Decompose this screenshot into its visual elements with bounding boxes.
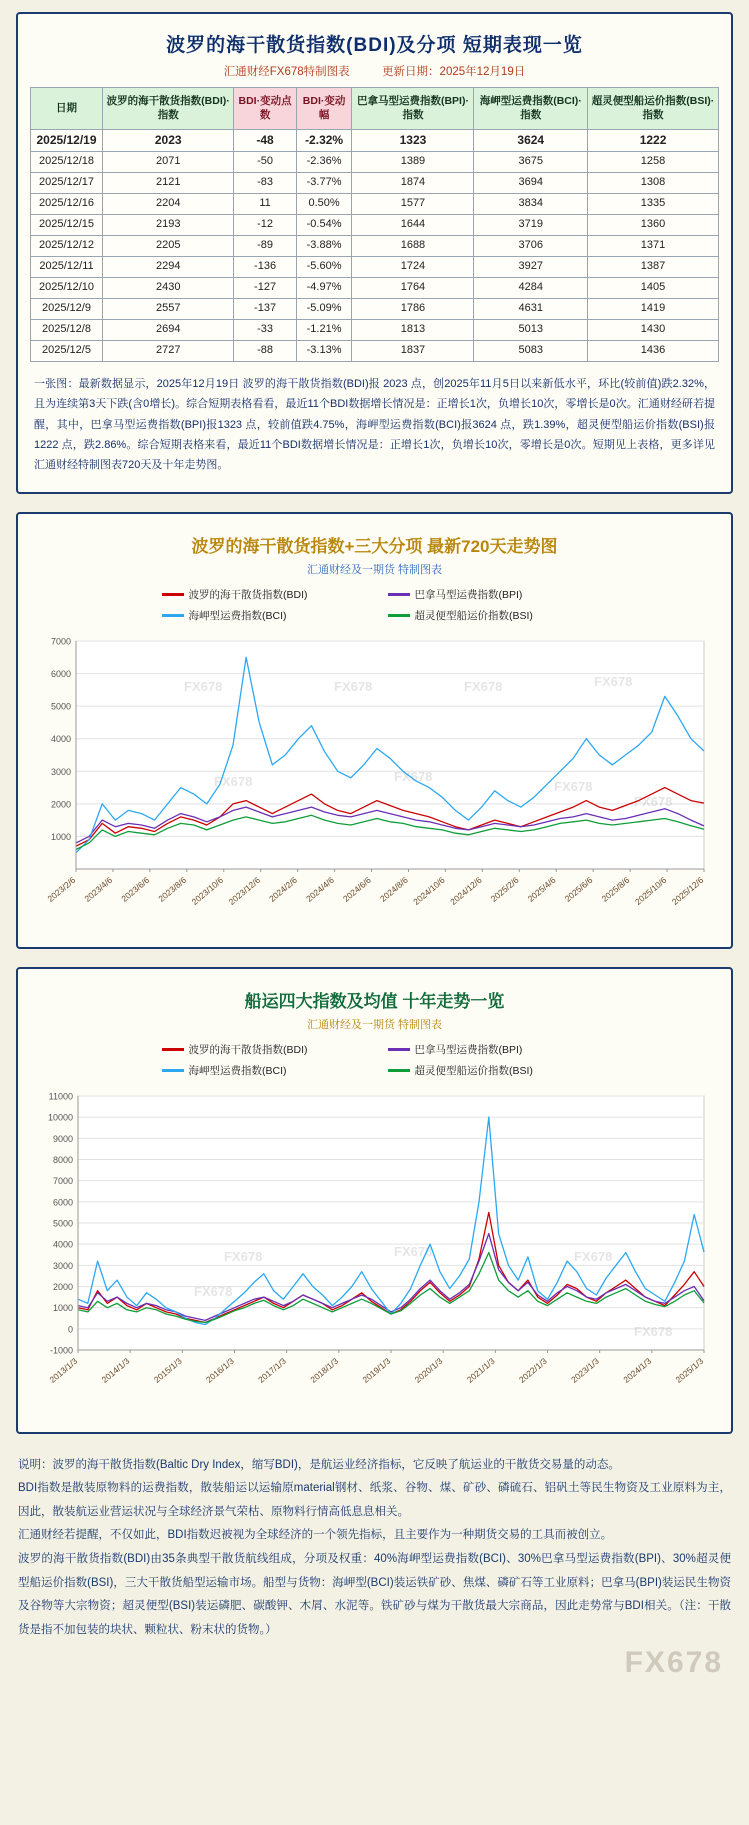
col-bci: 海岬型运费指数(BCI)·指数 <box>474 88 588 130</box>
table-row <box>31 341 719 362</box>
row-bsi: 1430 <box>588 320 719 341</box>
watermark: FX678 <box>214 773 253 789</box>
row-bdi-change: -33 <box>234 320 296 341</box>
row-bdi: 2727 <box>103 341 234 362</box>
row-bci: 5013 <box>474 320 588 341</box>
table-row <box>31 299 719 320</box>
chart-720-subtitle: 汇通财经及一期货 特制图表 <box>306 563 443 576</box>
chart-10y-legend <box>28 1034 721 1082</box>
row-bpi: 1389 <box>352 152 474 173</box>
row-bdi-pct: -2.36% <box>296 152 352 173</box>
row-bsi: 1258 <box>588 152 719 173</box>
x-tick-label: 2023/1/3 <box>569 1355 601 1385</box>
row-bdi-change: 11 <box>234 194 296 215</box>
watermark: FX678 <box>334 678 373 694</box>
row-date: 2025/12/5 <box>31 341 103 362</box>
x-tick-label: 2024/6/6 <box>341 874 373 904</box>
x-tick-label: 2013/1/3 <box>47 1355 80 1385</box>
x-tick-label: 2016/1/3 <box>204 1355 236 1385</box>
desc-line-3: 汇通财经若提醒，不仅如此，BDI指数迟被视为全球经济的一个领先指标，且主要作为一种期货交易的工具而被创立。 <box>18 1529 613 1542</box>
row-bsi: 1360 <box>588 215 719 236</box>
y-tick-label: 2000 <box>50 799 71 810</box>
row-bdi-change: -88 <box>234 341 296 362</box>
x-tick-label: 2024/4/6 <box>304 874 336 904</box>
legend-label-bci: 海岬型运费指数(BCI) <box>188 1064 287 1077</box>
legend-swatch-bpi <box>388 593 410 596</box>
row-bdi-change: -50 <box>234 152 296 173</box>
watermark: FX678 <box>224 1248 263 1264</box>
x-tick-label: 2025/6/6 <box>562 874 595 904</box>
table-row <box>31 152 719 173</box>
x-tick-label: 2025/2/6 <box>488 874 521 904</box>
row-bci: 3834 <box>474 194 588 215</box>
row-bdi-change: -137 <box>234 299 296 320</box>
legend-swatch-bci <box>162 1069 184 1072</box>
x-tick-label: 2020/1/3 <box>412 1355 445 1385</box>
x-tick-label: 2024/8/6 <box>377 874 410 904</box>
bdi-table-panel <box>16 12 733 494</box>
row-bpi: 1837 <box>352 341 474 362</box>
row-bdi-change: -83 <box>234 173 296 194</box>
row-bpi: 1764 <box>352 278 474 299</box>
x-tick-label: 2017/1/3 <box>256 1355 288 1385</box>
x-tick-label: 2023/6/6 <box>119 874 152 904</box>
row-bdi-pct: -3.88% <box>296 236 352 257</box>
watermark: FX678 <box>594 673 633 689</box>
row-bdi-change: -48 <box>234 130 296 152</box>
row-bdi: 2430 <box>103 278 234 299</box>
legend-swatch-bdi <box>162 593 184 596</box>
x-tick-label: 2024/2/6 <box>267 874 299 904</box>
y-tick-label: 7000 <box>50 636 71 647</box>
row-date: 2025/12/9 <box>31 299 103 320</box>
y-tick-label: 0 <box>67 1324 73 1335</box>
chart-10y-panel <box>16 967 733 1434</box>
desc-line-4: 波罗的海干散货指数(BDI)由35条典型干散货航线组成，分项及权重：40%海岬型运费指数(BCI)、30%巴拿马型运费指数(BPI)、30%超灵便型船运价指数(BSI)，三大干散货船型运输市场。船型与货物：海岬型(BCI)装运铁矿砂、焦煤、磷矿石等工业原料；巴拿马(BPI)装运民生物资及谷物等大宗物资；超灵便型(BSI)装运磷肥、碳酸钾、木屑、水泥等。铁矿砂与煤为干散货最大宗商品，因此走势常与BDI相关。（注：干散货是指不加包装的块状、颗粒状、粉末状的货物。） <box>18 1552 731 1636</box>
y-tick-label: 1000 <box>50 831 71 842</box>
y-tick-label: 6000 <box>50 668 71 679</box>
x-tick-label: 2018/1/3 <box>308 1355 341 1385</box>
row-bci: 3624 <box>474 130 588 152</box>
chart-10y-title: 船运四大指数及均值 十年走势一览 <box>244 991 505 1011</box>
x-tick-label: 2015/1/3 <box>151 1355 184 1385</box>
row-bsi: 1222 <box>588 130 719 152</box>
row-bci: 3719 <box>474 215 588 236</box>
row-date: 2025/12/16 <box>31 194 103 215</box>
col-bsi: 超灵便型船运价指数(BSI)·指数 <box>588 88 719 130</box>
legend-item <box>162 608 362 623</box>
row-bdi: 2694 <box>103 320 234 341</box>
row-date: 2025/12/18 <box>31 152 103 173</box>
x-tick-label: 2014/1/3 <box>99 1355 132 1385</box>
legend-swatch-bdi <box>162 1048 184 1051</box>
col-bdi-change-points: BDI·变动点数 <box>234 88 296 130</box>
table-subtitle <box>30 59 719 87</box>
table-subtitle-left: 汇通财经FX678特制图表 <box>223 66 350 78</box>
row-bdi: 2121 <box>103 173 234 194</box>
x-tick-label: 2025/1/3 <box>673 1355 706 1385</box>
row-bpi: 1786 <box>352 299 474 320</box>
table-row <box>31 215 719 236</box>
row-bpi: 1323 <box>352 130 474 152</box>
y-tick-label: 3000 <box>52 1260 73 1271</box>
row-bdi-pct: -4.97% <box>296 278 352 299</box>
x-tick-label: 2024/10/6 <box>411 874 447 907</box>
x-tick-label: 2024/1/3 <box>621 1355 654 1385</box>
row-date: 2025/12/8 <box>31 320 103 341</box>
x-tick-label: 2023/12/6 <box>226 874 262 907</box>
table-row <box>31 320 719 341</box>
table-row <box>31 194 719 215</box>
legend-label-bci: 海岬型运费指数(BCI) <box>188 609 287 622</box>
x-tick-label: 2023/2/6 <box>45 874 78 904</box>
row-bsi: 1419 <box>588 299 719 320</box>
table-row <box>31 278 719 299</box>
row-bdi-pct: -3.77% <box>296 173 352 194</box>
row-bdi-pct: -1.21% <box>296 320 352 341</box>
row-bdi-pct: -5.60% <box>296 257 352 278</box>
row-bpi: 1644 <box>352 215 474 236</box>
footer-watermark: FX678 <box>624 1646 723 1680</box>
row-bdi: 2204 <box>103 194 234 215</box>
row-bci: 3694 <box>474 173 588 194</box>
desc-line-1: 说明：波罗的海干散货指数(Baltic Dry Index，缩写BDI)，是航运业经济指标，它反映了航运业的干散货交易量的动态。 <box>18 1458 620 1471</box>
x-tick-label: 2019/1/3 <box>360 1355 393 1385</box>
watermark: FX678 <box>634 1323 673 1339</box>
row-date: 2025/12/19 <box>31 130 103 152</box>
row-bdi: 2193 <box>103 215 234 236</box>
row-bdi-change: -12 <box>234 215 296 236</box>
legend-label-bsi: 超灵便型船运价指数(BSI) <box>414 609 533 622</box>
y-tick-label: 10000 <box>47 1112 73 1123</box>
row-bci: 3706 <box>474 236 588 257</box>
chart-720-svg <box>34 631 718 931</box>
watermark: FX678 <box>634 793 673 809</box>
legend-item <box>162 587 362 602</box>
legend-label-bpi: 巴拿马型运费指数(BPI) <box>414 1043 523 1056</box>
chart-10y-plot <box>28 1082 721 1420</box>
legend-item <box>388 1042 588 1057</box>
row-bsi: 1308 <box>588 173 719 194</box>
watermark: FX678 <box>184 678 223 694</box>
watermark: FX678 <box>554 778 593 794</box>
table-row <box>31 236 719 257</box>
row-bdi-change: -89 <box>234 236 296 257</box>
row-date: 2025/12/15 <box>31 215 103 236</box>
row-bci: 5083 <box>474 341 588 362</box>
row-bdi-pct: -3.13% <box>296 341 352 362</box>
row-date: 2025/12/11 <box>31 257 103 278</box>
col-bpi: 巴拿马型运费指数(BPI)·指数 <box>352 88 474 130</box>
x-tick-label: 2021/1/3 <box>464 1355 497 1385</box>
row-bdi: 2294 <box>103 257 234 278</box>
x-tick-label: 2023/8/6 <box>156 874 189 904</box>
row-bdi-pct: 0.50% <box>296 194 352 215</box>
x-tick-label: 2024/12/6 <box>448 874 484 907</box>
desc-line-2: BDI指数是散装原物料的运费指数，散装船运以运输原material钢材、纸浆、谷物、煤、矿砂、磷硫石、铝矾土等民生物资及工业原料为主，因此，散装航运业营运状况与全球经济景气荣枯、原物料行情高低息息相关。 <box>18 1482 731 1518</box>
legend-swatch-bsi <box>388 1069 410 1072</box>
row-bsi: 1387 <box>588 257 719 278</box>
legend-item <box>162 1063 362 1078</box>
table-row <box>31 257 719 278</box>
legend-item <box>388 1063 588 1078</box>
table-header-row <box>31 88 719 130</box>
row-date: 2025/12/10 <box>31 278 103 299</box>
x-tick-label: 2025/12/6 <box>669 874 706 907</box>
table-row <box>31 173 719 194</box>
x-tick-label: 2022/1/3 <box>517 1355 549 1385</box>
footer-description <box>16 1452 733 1643</box>
row-bsi: 1335 <box>588 194 719 215</box>
y-tick-label: 8000 <box>52 1154 73 1165</box>
row-bdi-change: -136 <box>234 257 296 278</box>
x-tick-label: 2025/4/6 <box>525 874 558 904</box>
legend-swatch-bci <box>162 614 184 617</box>
chart-720-panel <box>16 512 733 949</box>
watermark: FX678 <box>394 1243 433 1259</box>
row-bdi: 2071 <box>103 152 234 173</box>
row-bdi: 2023 <box>103 130 234 152</box>
row-bpi: 1813 <box>352 320 474 341</box>
watermark: FX678 <box>394 768 433 784</box>
row-bdi: 2557 <box>103 299 234 320</box>
col-bdi: 波罗的海干散货指数(BDI)·指数 <box>103 88 234 130</box>
y-tick-label: 9000 <box>52 1133 73 1144</box>
y-tick-label: 6000 <box>52 1197 73 1208</box>
x-tick-label: 2023/4/6 <box>82 874 115 904</box>
x-tick-label: 2025/10/6 <box>632 874 669 907</box>
row-bdi-pct: -2.32% <box>296 130 352 152</box>
row-bsi: 1371 <box>588 236 719 257</box>
chart-720-title: 波罗的海干散货指数+三大分项 最新720天走势图 <box>191 536 558 556</box>
x-tick-label: 2023/10/6 <box>189 874 226 907</box>
legend-label-bsi: 超灵便型船运价指数(BSI) <box>414 1064 533 1077</box>
row-bsi: 1405 <box>588 278 719 299</box>
row-bpi: 1688 <box>352 236 474 257</box>
bdi-table <box>30 87 719 362</box>
row-bsi: 1436 <box>588 341 719 362</box>
legend-swatch-bsi <box>388 614 410 617</box>
watermark: FX678 <box>194 1283 233 1299</box>
table-note: 一张图：最新数据显示，2025年12月19日 波罗的海干散货指数(BDI)报 2023 点，创2025年11月5日以来新低水平，环比(较前值)跌2.32%，且为连续第3天下跌(含0增长)。综合短期表格看看，最近11个BDI数据增长情况是：正增长1次，负增长10次，零增长是0次。汇通财经研若提醒，其中，巴拿马型运费指数(BPI)报1323 点，较前值跌4.75%，海岬型运费指数(BCI)报3624 点，跌1.39%，超灵便型船运价指数(BSI)报1222 点，跌2.86%。综合短期表格来看，最近11个BDI数据增长情况是：正增长1次，负增长10次，零增长是0次。短期见上表格，更多详见汇通财经特制图表720天及十年走势图。 <box>34 378 715 472</box>
legend-item <box>162 1042 362 1057</box>
row-bci: 4631 <box>474 299 588 320</box>
y-tick-label: 1000 <box>52 1302 73 1313</box>
y-tick-label: 11000 <box>48 1091 73 1102</box>
col-date: 日期 <box>31 88 103 130</box>
legend-swatch-bpi <box>388 1048 410 1051</box>
row-bdi-change: -127 <box>234 278 296 299</box>
y-tick-label: 7000 <box>52 1175 73 1186</box>
watermark: FX678 <box>574 1248 613 1264</box>
table-subtitle-right: 更新日期：2025年12月19日 <box>382 66 526 78</box>
chart-720-legend <box>28 579 721 627</box>
y-tick-label: 2000 <box>52 1281 73 1292</box>
table-row <box>31 130 719 152</box>
row-bdi-pct: -5.09% <box>296 299 352 320</box>
legend-label-bdi: 波罗的海干散货指数(BDI) <box>188 1043 308 1056</box>
col-bdi-change-pct: BDI·变动幅 <box>296 88 352 130</box>
legend-item <box>388 587 588 602</box>
row-bci: 4284 <box>474 278 588 299</box>
chart-10y-subtitle: 汇通财经及一期货 特制图表 <box>306 1018 443 1031</box>
y-tick-label: 4000 <box>50 733 71 744</box>
y-tick-label: 5000 <box>52 1218 73 1229</box>
row-bdi-pct: -0.54% <box>296 215 352 236</box>
row-bdi: 2205 <box>103 236 234 257</box>
row-bci: 3927 <box>474 257 588 278</box>
table-body <box>31 130 719 362</box>
legend-label-bdi: 波罗的海干散货指数(BDI) <box>188 588 308 601</box>
row-bpi: 1724 <box>352 257 474 278</box>
row-bpi: 1874 <box>352 173 474 194</box>
y-tick-label: -1000 <box>49 1345 73 1356</box>
y-tick-label: 5000 <box>50 701 71 712</box>
chart-720-plot <box>28 627 721 935</box>
row-date: 2025/12/17 <box>31 173 103 194</box>
row-date: 2025/12/12 <box>31 236 103 257</box>
row-bci: 3675 <box>474 152 588 173</box>
x-tick-label: 2025/8/6 <box>599 874 632 904</box>
y-tick-label: 4000 <box>52 1239 73 1250</box>
table-title: 波罗的海干散货指数(BDI)及分项 短期表现一览 <box>166 35 583 56</box>
legend-item <box>388 608 588 623</box>
chart-10y-svg <box>34 1086 718 1416</box>
y-tick-label: 3000 <box>50 766 71 777</box>
row-bpi: 1577 <box>352 194 474 215</box>
table-header <box>31 88 719 130</box>
watermark: FX678 <box>464 678 503 694</box>
legend-label-bpi: 巴拿马型运费指数(BPI) <box>414 588 523 601</box>
